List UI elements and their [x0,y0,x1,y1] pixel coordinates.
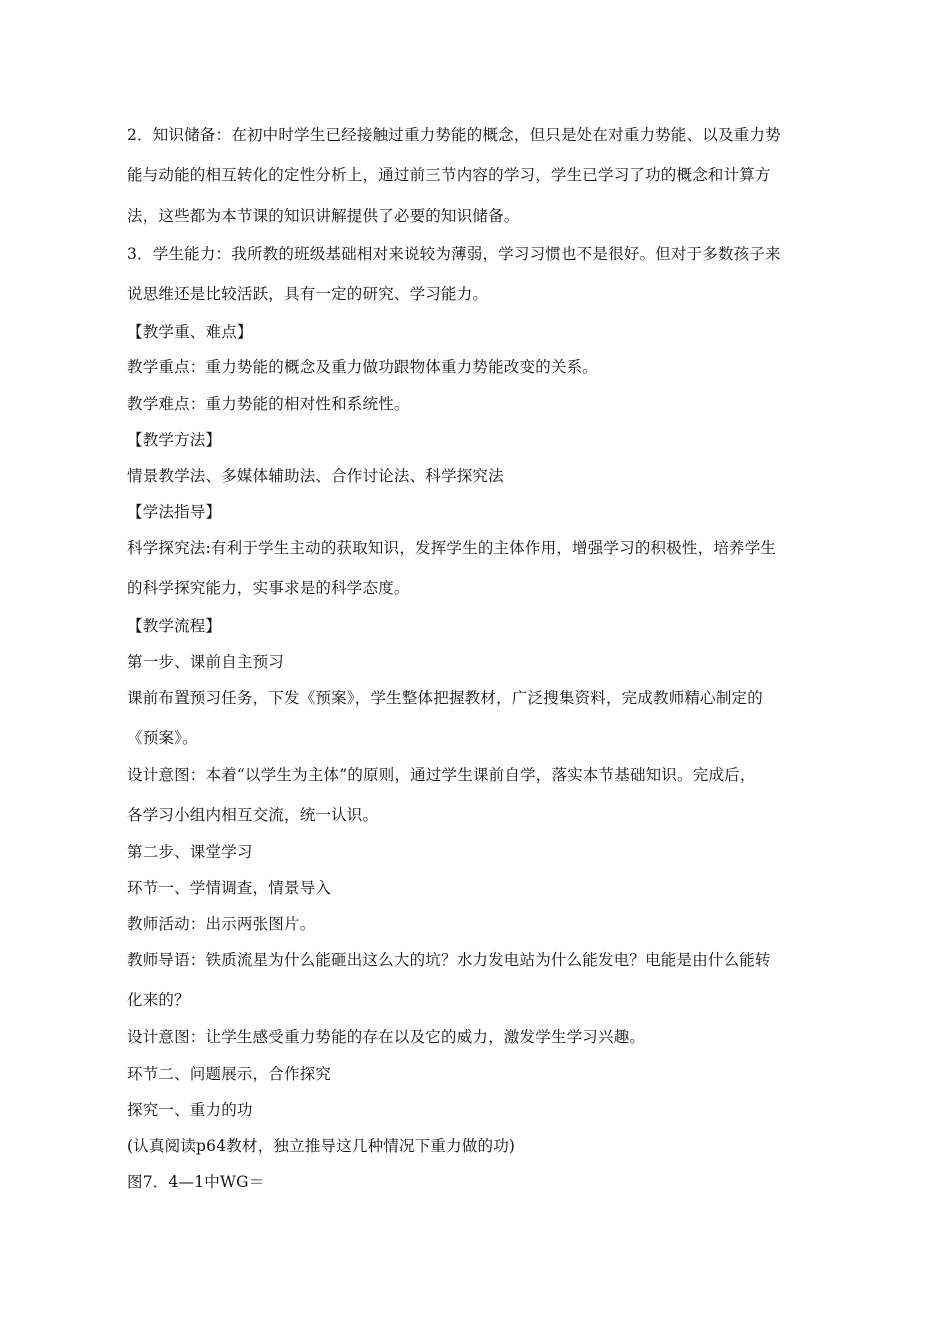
paragraph-line: 教师导语：铁质流星为什么能砸出这么大的坑？水力发电站为什么能发电？电能是由什么能转 [127,951,771,969]
paragraph-line: 探究一、重力的功 [127,1101,253,1119]
paragraph-line: 教师活动：出示两张图片。 [127,915,316,933]
paragraph-line: 情景教学法、多媒体辅助法、合作讨论法、科学探究法 [127,467,504,485]
paragraph-line: 3．学生能力：我所教的班级基础相对来说较为薄弱，学习习惯也不是很好。但对于多数孩子来 [127,245,781,263]
paragraph-line: 教学难点：重力势能的相对性和系统性。 [127,395,410,413]
paragraph-line: 化来的？ [127,991,190,1009]
paragraph-line: 设计意图：本着“以学生为主体”的原则，通过学生课前自学，落实本节基础知识。完成后， [127,766,756,784]
paragraph-line: 设计意图：让学生感受重力势能的存在以及它的威力，激发学生学习兴趣。 [127,1028,646,1046]
paragraph-line: 各学习小组内相互交流，统一认识。 [127,806,379,824]
section-heading: 【教学流程】 [127,617,222,635]
section-heading: 【教学重、难点】 [127,323,253,341]
paragraph-line: (认真阅读p64教材，独立推导这几种情况下重力做的功) [127,1137,516,1155]
section-heading: 【学法指导】 [127,503,222,521]
paragraph-line: 《预案》。 [127,729,198,747]
paragraph-line: 图7．4—1中WG＝ [127,1173,265,1191]
paragraph-line: 环节二、问题展示，合作探究 [127,1065,332,1083]
section-heading: 【教学方法】 [127,431,222,449]
paragraph-line: 2．知识储备：在初中时学生已经接触过重力势能的概念，但只是处在对重力势能、以及重力势 [127,126,781,144]
paragraph-line: 的科学探究能力，实事求是的科学态度。 [127,579,410,597]
step-heading: 第二步、课堂学习 [127,843,253,861]
paragraph-line: 课前布置预习任务，下发《预案》，学生整体把握教材，广泛搜集资料，完成教师精心制定的 [127,689,763,707]
step-heading: 第一步、课前自主预习 [127,653,285,671]
paragraph-line: 法，这些都为本节课的知识讲解提供了必要的知识储备。 [127,207,520,225]
paragraph-line: 教学重点：重力势能的概念及重力做功跟物体重力势能改变的关系。 [127,358,599,376]
paragraph-line: 科学探究法:有利于学生主动的获取知识，发挥学生的主体作用，增强学习的积极性，培养学生 [127,539,777,557]
paragraph-line: 能与动能的相互转化的定性分析上，通过前三节内容的学习，学生已学习了功的概念和计算方 [127,166,771,184]
paragraph-line: 说思维还是比较活跃，具有一定的研究、学习能力。 [127,285,489,303]
paragraph-line: 环节一、学情调查，情景导入 [127,879,332,897]
